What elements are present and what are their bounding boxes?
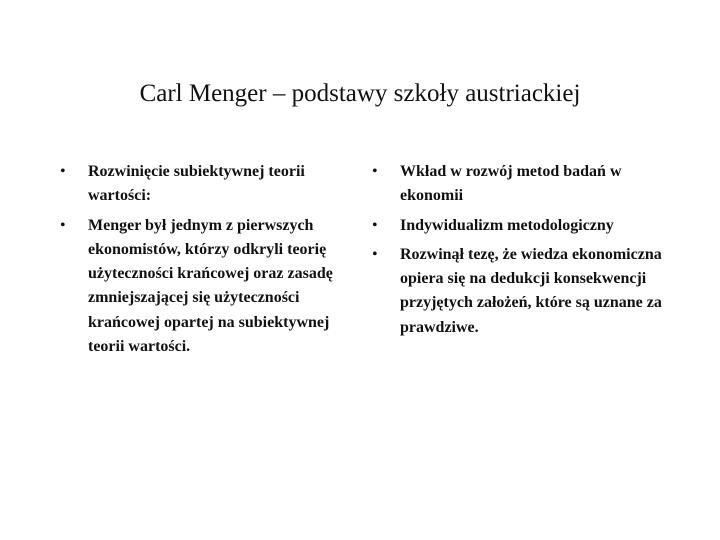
right-bullet-list [372,160,672,345]
bullet-dot-icon: • [372,163,378,180]
bullet-dot-icon: • [372,245,378,263]
right-bullet-item-3 [372,243,672,340]
right-bullet-text-2: Indywidualizm metodologiczny [400,216,614,234]
bullet-dot-icon: • [60,163,66,180]
right-bullet-item-2 [372,214,672,238]
left-bullet-list [60,160,360,364]
right-bullet-text-3: Rozwinął tezę, że wiedza ekonomiczna opiera się na dedukcji konsekwencji przyjętych założeń, które są uznane za prawdziwe. [400,245,662,336]
left-bullet-item-2 [60,214,360,360]
left-bullet-item-1 [60,160,360,209]
left-bullet-text-2: Menger był jednym z pierwszych ekonomistów, którzy odkryli teorię użyteczności krańcowej oraz zasadę zmniejszającej się użyteczności krańcowej opartej na subiektywnej teorii wartości. [88,216,333,356]
right-bullet-text-1: Wkład w rozwój metod badań w ekonomii [400,163,622,205]
left-bullet-text-1: Rozwinięcie subiektywnej teorii wartości: [88,163,305,205]
slide-title: Carl Menger – podstawy szkoły austriackiej [139,80,581,107]
right-bullet-item-1 [372,160,672,209]
bullet-dot-icon: • [60,216,66,234]
bullet-dot-icon: • [372,216,378,234]
